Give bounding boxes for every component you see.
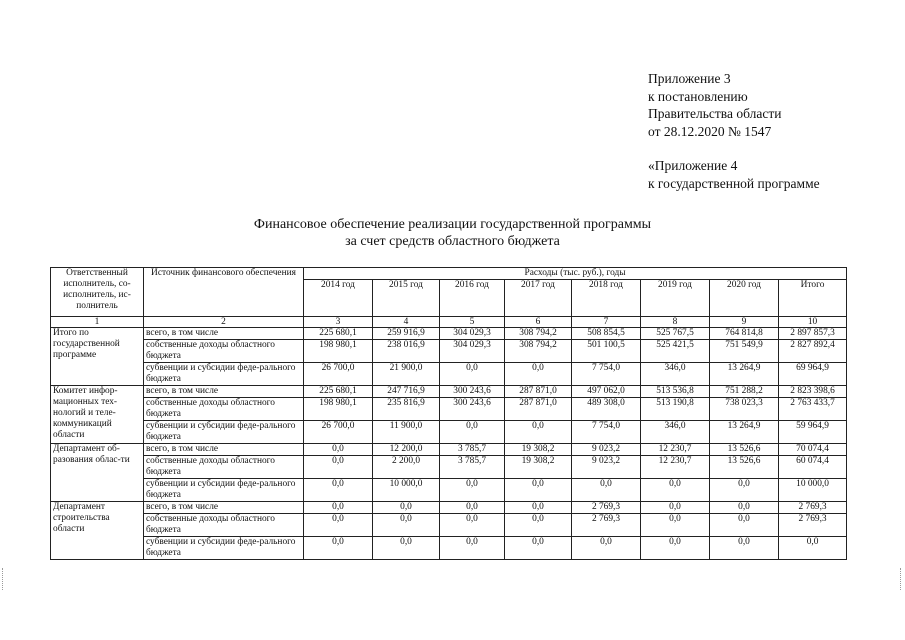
funding-source: всего, в том числе	[144, 502, 304, 514]
funding-source: собственные доходы областного бюджета	[144, 340, 304, 363]
executor-name: Итого по государственной программе	[51, 328, 144, 386]
amount-cell: 13 526,6	[710, 444, 779, 456]
amount-cell: 0,0	[710, 502, 779, 514]
amount-cell: 13 526,6	[710, 456, 779, 479]
financing-table	[50, 267, 847, 560]
amount-cell: 738 023,3	[710, 398, 779, 421]
amount-cell: 0,0	[373, 514, 440, 537]
amount-cell: 304 029,3	[440, 340, 505, 363]
table-row	[51, 456, 847, 479]
amount-cell: 0,0	[373, 502, 440, 514]
amount-cell: 497 062,0	[572, 386, 641, 398]
amount-cell: 225 680,1	[304, 386, 373, 398]
amount-cell: 247 716,9	[373, 386, 440, 398]
table-row	[51, 363, 847, 386]
funding-source: собственные доходы областного бюджета	[144, 514, 304, 537]
column-index: 5	[440, 317, 505, 328]
amount-cell: 300 243,6	[440, 386, 505, 398]
amount-cell: 308 794,2	[505, 328, 572, 340]
amount-cell: 225 680,1	[304, 328, 373, 340]
funding-source: субвенции и субсидии феде-рального бюджета	[144, 537, 304, 560]
amount-cell: 0,0	[304, 456, 373, 479]
table-row	[51, 479, 847, 502]
amount-cell: 0,0	[505, 514, 572, 537]
table-row	[51, 421, 847, 444]
amount-cell: 235 816,9	[373, 398, 440, 421]
title-line-1: Финансовое обеспечение реализации государственной программы	[253, 217, 652, 232]
header-responsible: Ответственный исполнитель, со-исполнитель, ис-полнитель	[51, 268, 144, 317]
amount-cell: 525 767,5	[641, 328, 710, 340]
appendix-line: «Приложение 4	[648, 158, 738, 173]
amount-cell: 0,0	[304, 502, 373, 514]
appendix-line: от 28.12.2020 № 1547	[648, 123, 772, 139]
column-index: 1	[51, 317, 144, 328]
column-index: 6	[505, 317, 572, 328]
amount-cell: 198 980,1	[304, 398, 373, 421]
amount-cell: 2 769,3	[779, 514, 847, 537]
amount-cell: 21 900,0	[373, 363, 440, 386]
amount-cell: 12 230,7	[641, 456, 710, 479]
scan-edge-mark	[900, 568, 904, 590]
amount-cell: 0,0	[505, 363, 572, 386]
amount-cell: 0,0	[641, 502, 710, 514]
column-index: 10	[779, 317, 847, 328]
amount-cell: 7 754,0	[572, 363, 641, 386]
amount-cell: 0,0	[440, 502, 505, 514]
amount-cell: 26 700,0	[304, 421, 373, 444]
amount-cell: 300 243,6	[440, 398, 505, 421]
header-year: 2016 год	[440, 280, 505, 317]
amount-cell: 13 264,9	[710, 363, 779, 386]
amount-cell: 2 827 892,4	[779, 340, 847, 363]
amount-cell: 513 536,8	[641, 386, 710, 398]
funding-source: субвенции и субсидии феде-рального бюджета	[144, 421, 304, 444]
scan-edge-mark	[2, 568, 6, 590]
amount-cell: 0,0	[641, 537, 710, 560]
table-row	[51, 398, 847, 421]
amount-cell: 59 964,9	[779, 421, 847, 444]
amount-cell: 0,0	[572, 537, 641, 560]
amount-cell: 12 200,0	[373, 444, 440, 456]
table-row	[51, 444, 847, 456]
amount-cell: 346,0	[641, 421, 710, 444]
funding-source: субвенции и субсидии феде-рального бюджета	[144, 479, 304, 502]
amount-cell: 238 016,9	[373, 340, 440, 363]
amount-cell: 0,0	[505, 502, 572, 514]
table-row	[51, 340, 847, 363]
executor-name: Департамент строительства области	[51, 502, 144, 560]
funding-source: субвенции и субсидии феде-рального бюджета	[144, 363, 304, 386]
amount-cell: 0,0	[373, 537, 440, 560]
amount-cell: 3 785,7	[440, 456, 505, 479]
table-row	[51, 514, 847, 537]
amount-cell: 308 794,2	[505, 340, 572, 363]
amount-cell: 2 769,3	[779, 502, 847, 514]
appendix-block	[648, 70, 820, 192]
column-index: 9	[710, 317, 779, 328]
amount-cell: 346,0	[641, 363, 710, 386]
amount-cell: 3 785,7	[440, 444, 505, 456]
amount-cell: 489 308,0	[572, 398, 641, 421]
amount-cell: 0,0	[572, 479, 641, 502]
header-source: Источник финансового обеспечения	[144, 268, 304, 317]
title-line-2: за счет средств областного бюджета	[345, 234, 560, 249]
funding-source: всего, в том числе	[144, 328, 304, 340]
amount-cell: 0,0	[710, 537, 779, 560]
amount-cell: 0,0	[440, 479, 505, 502]
funding-source: всего, в том числе	[144, 444, 304, 456]
amount-cell: 751 288,2	[710, 386, 779, 398]
header-year: 2018 год	[572, 280, 641, 317]
table-row	[51, 386, 847, 398]
amount-cell: 2 823 398,6	[779, 386, 847, 398]
amount-cell: 0,0	[710, 479, 779, 502]
amount-cell: 2 763 433,7	[779, 398, 847, 421]
executor-name: Департамент об-разования облас-ти	[51, 444, 144, 502]
amount-cell: 26 700,0	[304, 363, 373, 386]
header-year: 2019 год	[641, 280, 710, 317]
column-index: 7	[572, 317, 641, 328]
amount-cell: 0,0	[505, 479, 572, 502]
amount-cell: 0,0	[440, 421, 505, 444]
amount-cell: 0,0	[710, 514, 779, 537]
amount-cell: 10 000,0	[373, 479, 440, 502]
table-row	[51, 328, 847, 340]
document-title	[0, 216, 905, 250]
amount-cell: 508 854,5	[572, 328, 641, 340]
amount-cell: 751 549,9	[710, 340, 779, 363]
funding-source: собственные доходы областного бюджета	[144, 456, 304, 479]
amount-cell: 0,0	[440, 514, 505, 537]
amount-cell: 198 980,1	[304, 340, 373, 363]
column-index: 8	[641, 317, 710, 328]
amount-cell: 0,0	[641, 479, 710, 502]
amount-cell: 0,0	[304, 537, 373, 560]
amount-cell: 69 964,9	[779, 363, 847, 386]
amount-cell: 19 308,2	[505, 444, 572, 456]
appendix-line: Правительства области	[648, 106, 782, 121]
amount-cell: 13 264,9	[710, 421, 779, 444]
column-index: 4	[373, 317, 440, 328]
amount-cell: 0,0	[304, 479, 373, 502]
header-expenses: Расходы (тыс. руб.), годы	[304, 268, 847, 280]
executor-name: Комитет инфор-мационных тех-нологий и теле-коммуникаций области	[51, 386, 144, 444]
column-index: 2	[144, 317, 304, 328]
amount-cell: 0,0	[779, 537, 847, 560]
header-year: 2017 год	[505, 280, 572, 317]
amount-cell: 0,0	[304, 444, 373, 456]
amount-cell: 2 769,3	[572, 514, 641, 537]
column-index: 3	[304, 317, 373, 328]
appendix-line: к государственной программе	[648, 175, 820, 191]
amount-cell: 259 916,9	[373, 328, 440, 340]
amount-cell: 9 023,2	[572, 456, 641, 479]
amount-cell: 287 871,0	[505, 398, 572, 421]
amount-cell: 11 900,0	[373, 421, 440, 444]
amount-cell: 2 897 857,3	[779, 328, 847, 340]
amount-cell: 60 074,4	[779, 456, 847, 479]
funding-source: собственные доходы областного бюджета	[144, 398, 304, 421]
amount-cell: 2 769,3	[572, 502, 641, 514]
amount-cell: 0,0	[440, 537, 505, 560]
amount-cell: 10 000,0	[779, 479, 847, 502]
amount-cell: 0,0	[505, 421, 572, 444]
amount-cell: 764 814,8	[710, 328, 779, 340]
amount-cell: 0,0	[304, 514, 373, 537]
amount-cell: 19 308,2	[505, 456, 572, 479]
appendix-line: Приложение 3	[648, 71, 731, 86]
amount-cell: 525 421,5	[641, 340, 710, 363]
amount-cell: 513 190,8	[641, 398, 710, 421]
amount-cell: 0,0	[440, 363, 505, 386]
header-year: Итого	[779, 280, 847, 317]
amount-cell: 9 023,2	[572, 444, 641, 456]
funding-source: всего, в том числе	[144, 386, 304, 398]
amount-cell: 7 754,0	[572, 421, 641, 444]
appendix-line: к постановлению	[648, 88, 748, 104]
header-year: 2014 год	[304, 280, 373, 317]
amount-cell: 0,0	[641, 514, 710, 537]
amount-cell: 287 871,0	[505, 386, 572, 398]
header-year: 2015 год	[373, 280, 440, 317]
amount-cell: 12 230,7	[641, 444, 710, 456]
table-row	[51, 502, 847, 514]
amount-cell: 304 029,3	[440, 328, 505, 340]
header-year: 2020 год	[710, 280, 779, 317]
amount-cell: 0,0	[505, 537, 572, 560]
amount-cell: 2 200,0	[373, 456, 440, 479]
amount-cell: 501 100,5	[572, 340, 641, 363]
table-row	[51, 537, 847, 560]
amount-cell: 70 074,4	[779, 444, 847, 456]
